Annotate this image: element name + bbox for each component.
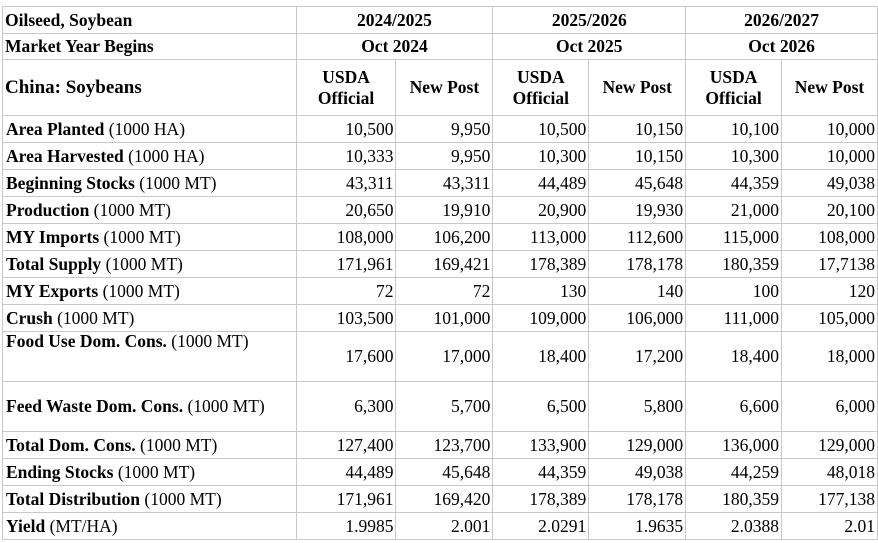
value-cell: 17,7138 xyxy=(782,251,878,278)
value-cell: 180,359 xyxy=(686,251,782,278)
table-row xyxy=(3,432,878,459)
value-cell: 18,000 xyxy=(782,332,878,382)
value-cell: 171,961 xyxy=(296,251,396,278)
row-unit: (MT/HA) xyxy=(45,515,118,536)
row-label xyxy=(3,486,297,513)
value-cell: 111,000 xyxy=(686,305,782,332)
row-label xyxy=(3,513,297,540)
official-line: Official xyxy=(705,87,762,108)
value-cell: 44,489 xyxy=(296,459,396,486)
value-cell: 178,389 xyxy=(493,486,589,513)
row-attribute-name: Total Supply xyxy=(6,253,102,274)
commodity-label: Oilseed, Soybean xyxy=(3,7,297,34)
value-cell: 45,648 xyxy=(396,459,493,486)
row-unit: (1000 HA) xyxy=(123,145,205,166)
usda-line: USDA xyxy=(322,66,370,87)
value-cell: 178,178 xyxy=(589,486,686,513)
usda-official-header xyxy=(296,60,396,116)
official-line: Official xyxy=(512,87,569,108)
value-cell: 177,138 xyxy=(782,486,878,513)
value-cell: 21,000 xyxy=(686,197,782,224)
value-cell: 113,000 xyxy=(493,224,589,251)
row-unit: (1000 MT) xyxy=(89,199,171,220)
table-row xyxy=(3,459,878,486)
row-attribute-name: Total Dom. Cons. xyxy=(6,434,136,455)
row-attribute-name: Feed Waste Dom. Cons. xyxy=(6,396,184,416)
value-cell: 10,333 xyxy=(296,143,396,170)
value-cell: 10,300 xyxy=(493,143,589,170)
row-attribute-name: Food Use Dom. Cons. xyxy=(6,331,167,351)
table-row xyxy=(3,116,878,143)
value-cell: 44,359 xyxy=(686,170,782,197)
value-cell: 43,311 xyxy=(296,170,396,197)
value-cell: 136,000 xyxy=(686,432,782,459)
table-row xyxy=(3,143,878,170)
new-post-header: New Post xyxy=(589,60,686,116)
value-cell: 9,950 xyxy=(396,116,493,143)
value-cell: 178,389 xyxy=(493,251,589,278)
value-cell: 6,000 xyxy=(782,382,878,432)
table-row xyxy=(3,305,878,332)
row-unit: (1000 MT) xyxy=(99,226,181,247)
new-post-header: New Post xyxy=(782,60,878,116)
table-row xyxy=(3,197,878,224)
value-cell: 17,200 xyxy=(589,332,686,382)
row-label xyxy=(3,332,297,382)
country-label: China: Soybeans xyxy=(3,60,297,116)
row-attribute-name: Ending Stocks xyxy=(6,461,114,482)
value-cell: 6,500 xyxy=(493,382,589,432)
value-cell: 2.0291 xyxy=(493,513,589,540)
value-cell: 10,150 xyxy=(589,116,686,143)
table-row xyxy=(3,382,878,432)
value-cell: 180,359 xyxy=(686,486,782,513)
row-attribute-name: Beginning Stocks xyxy=(6,172,135,193)
market-year-begins: Oct 2026 xyxy=(686,34,878,60)
table-row xyxy=(3,224,878,251)
usda-official-header xyxy=(686,60,782,116)
value-cell: 123,700 xyxy=(396,432,493,459)
value-cell: 108,000 xyxy=(782,224,878,251)
value-cell: 10,100 xyxy=(686,116,782,143)
row-label xyxy=(3,278,297,305)
value-cell: 6,300 xyxy=(296,382,396,432)
value-cell: 106,200 xyxy=(396,224,493,251)
value-cell: 43,311 xyxy=(396,170,493,197)
header-row-sources xyxy=(3,60,878,116)
row-unit: (1000 MT) xyxy=(113,461,196,482)
new-post-header: New Post xyxy=(396,60,493,116)
table-row xyxy=(3,170,878,197)
row-unit: (1000 MT) xyxy=(98,280,180,301)
row-label xyxy=(3,459,297,486)
value-cell: 171,961 xyxy=(296,486,396,513)
value-cell: 6,600 xyxy=(686,382,782,432)
row-attribute-name: Crush xyxy=(6,307,53,328)
table-row xyxy=(3,332,878,382)
value-cell: 9,950 xyxy=(396,143,493,170)
row-label xyxy=(3,170,297,197)
year-header: 2025/2026 xyxy=(493,7,686,34)
row-unit: (1000 MT) xyxy=(183,396,265,416)
usda-line: USDA xyxy=(516,66,565,87)
row-attribute-name: Area Harvested xyxy=(6,145,124,166)
table-row xyxy=(3,486,878,513)
row-label xyxy=(3,197,297,224)
official-line: Official xyxy=(317,87,375,108)
table-row xyxy=(3,513,878,540)
value-cell: 130 xyxy=(493,278,589,305)
value-cell: 140 xyxy=(589,278,686,305)
value-cell: 10,500 xyxy=(296,116,396,143)
row-unit: (1000 HA) xyxy=(104,118,186,139)
value-cell: 10,300 xyxy=(686,143,782,170)
value-cell: 49,038 xyxy=(589,459,686,486)
market-year-begins: Oct 2024 xyxy=(296,34,493,60)
value-cell: 72 xyxy=(296,278,396,305)
row-unit: (1000 MT) xyxy=(101,253,183,274)
value-cell: 129,000 xyxy=(782,432,878,459)
value-cell: 178,178 xyxy=(589,251,686,278)
table-row xyxy=(3,251,878,278)
usda-line: USDA xyxy=(709,66,758,87)
row-attribute-name: Production xyxy=(6,199,90,220)
header-row-begins xyxy=(3,34,878,60)
value-cell: 169,421 xyxy=(396,251,493,278)
value-cell: 20,100 xyxy=(782,197,878,224)
value-cell: 10,150 xyxy=(589,143,686,170)
value-cell: 109,000 xyxy=(493,305,589,332)
value-cell: 48,018 xyxy=(782,459,878,486)
year-header: 2024/2025 xyxy=(296,7,493,34)
usda-official-header xyxy=(493,60,589,116)
value-cell: 120 xyxy=(782,278,878,305)
row-label xyxy=(3,224,297,251)
row-label xyxy=(3,251,297,278)
market-year-begins: Oct 2025 xyxy=(493,34,686,60)
row-label xyxy=(3,116,297,143)
row-label xyxy=(3,143,297,170)
row-attribute-name: Yield xyxy=(6,515,46,536)
value-cell: 72 xyxy=(396,278,493,305)
value-cell: 44,259 xyxy=(686,459,782,486)
value-cell: 20,900 xyxy=(493,197,589,224)
row-attribute-name: MY Imports xyxy=(6,226,100,247)
value-cell: 1.9635 xyxy=(589,513,686,540)
value-cell: 112,600 xyxy=(589,224,686,251)
value-cell: 20,650 xyxy=(296,197,396,224)
value-cell: 5,800 xyxy=(589,382,686,432)
row-unit: (1000 MT) xyxy=(52,307,135,328)
value-cell: 108,000 xyxy=(296,224,396,251)
value-cell: 18,400 xyxy=(493,332,589,382)
row-label xyxy=(3,305,297,332)
row-attribute-name: MY Exports xyxy=(6,280,99,301)
value-cell: 169,420 xyxy=(396,486,493,513)
row-unit: (1000 MT) xyxy=(134,172,217,193)
table-row xyxy=(3,278,878,305)
value-cell: 2.01 xyxy=(782,513,878,540)
value-cell: 2.0388 xyxy=(686,513,782,540)
value-cell: 100 xyxy=(686,278,782,305)
value-cell: 129,000 xyxy=(589,432,686,459)
value-cell: 105,000 xyxy=(782,305,878,332)
value-cell: 17,600 xyxy=(296,332,396,382)
value-cell: 115,000 xyxy=(686,224,782,251)
value-cell: 44,489 xyxy=(493,170,589,197)
value-cell: 10,000 xyxy=(782,143,878,170)
soybean-psd-table xyxy=(2,6,878,540)
row-attribute-name: Total Distribution xyxy=(6,488,141,509)
market-year-label: Market Year Begins xyxy=(3,34,297,60)
psd-table-container xyxy=(2,6,878,540)
value-cell: 127,400 xyxy=(296,432,396,459)
row-unit: (1000 MT) xyxy=(166,331,249,351)
row-attribute-name: Area Planted xyxy=(6,118,105,139)
row-unit: (1000 MT) xyxy=(135,434,218,455)
value-cell: 101,000 xyxy=(396,305,493,332)
value-cell: 2.001 xyxy=(396,513,493,540)
value-cell: 19,910 xyxy=(396,197,493,224)
data-rows xyxy=(3,116,878,540)
value-cell: 5,700 xyxy=(396,382,493,432)
row-label xyxy=(3,432,297,459)
header-row-years xyxy=(3,7,878,34)
value-cell: 45,648 xyxy=(589,170,686,197)
value-cell: 19,930 xyxy=(589,197,686,224)
value-cell: 17,000 xyxy=(396,332,493,382)
value-cell: 106,000 xyxy=(589,305,686,332)
value-cell: 49,038 xyxy=(782,170,878,197)
value-cell: 103,500 xyxy=(296,305,396,332)
row-unit: (1000 MT) xyxy=(140,488,222,509)
value-cell: 133,900 xyxy=(493,432,589,459)
value-cell: 18,400 xyxy=(686,332,782,382)
value-cell: 44,359 xyxy=(493,459,589,486)
value-cell: 10,500 xyxy=(493,116,589,143)
year-header: 2026/2027 xyxy=(686,7,878,34)
value-cell: 10,000 xyxy=(782,116,878,143)
row-label xyxy=(3,382,297,432)
value-cell: 1.9985 xyxy=(296,513,396,540)
